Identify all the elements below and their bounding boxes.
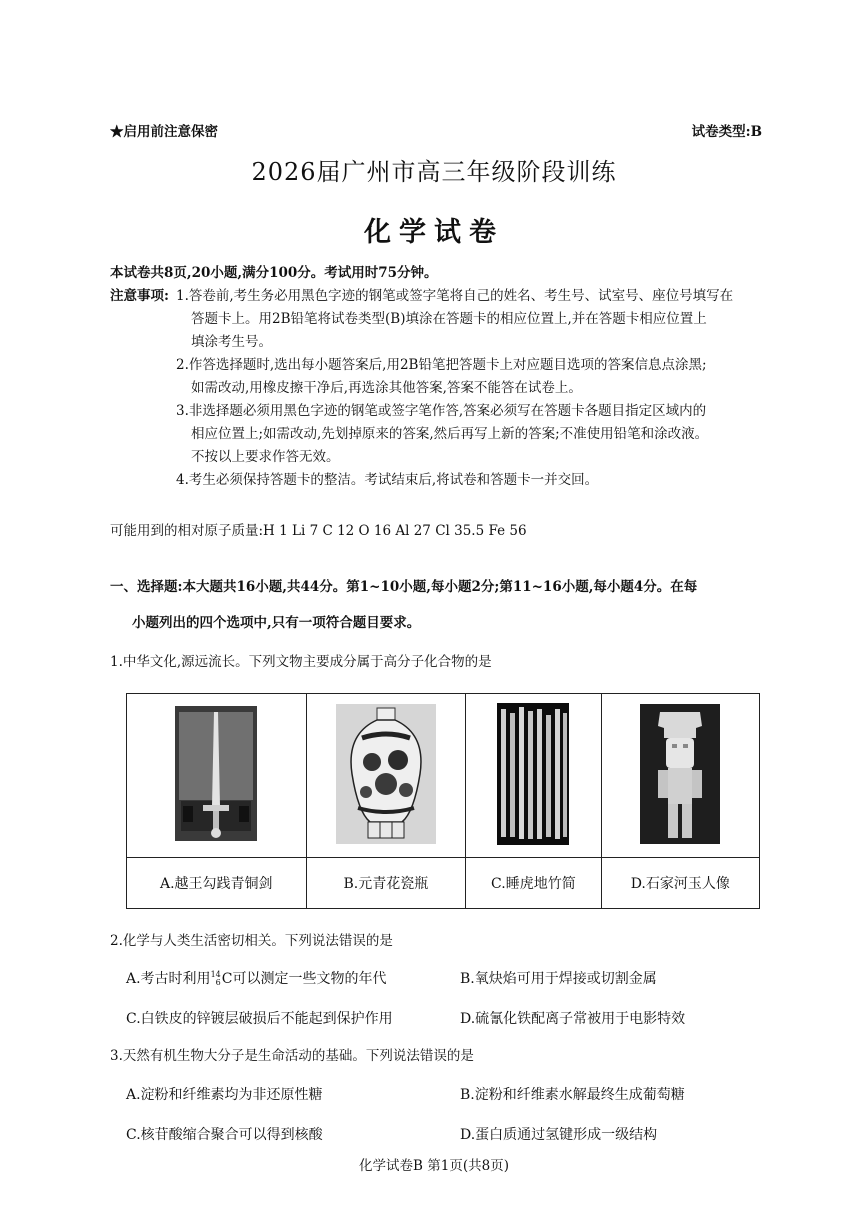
section-heading-line1: 一、选择题:本大题共16小题,共44分。第1~10小题,每小题2分;第11~16小题,每小题4分。在每 — [110, 579, 698, 595]
page-footer: 化学试卷B 第1页(共8页) — [359, 1158, 509, 1174]
isotope-mass-number: 14 — [210, 970, 221, 979]
isotope-atomic-number: 6 — [215, 978, 221, 987]
option-b-image-cell — [306, 694, 466, 858]
option-c-caption: C.睡虎地竹简 — [466, 858, 601, 909]
notice-line: 2.作答选择题时,选出每小题答案后,用2B铅笔把答题卡上对应题目选项的答案信息点涂黑; — [176, 357, 707, 373]
question-2-option-d: D.硫氰化铁配离子常被用于电影特效 — [460, 1011, 686, 1027]
question-2-option-b: B.氧炔焰可用于焊接或切割金属 — [460, 971, 657, 987]
question-1-image-table — [126, 693, 760, 909]
question-2-option-c: C.白铁皮的锌镀层破损后不能起到保护作用 — [126, 1011, 393, 1027]
section-heading-line2: 小题列出的四个选项中,只有一项符合题目要求。 — [132, 615, 421, 631]
confidential-label: ★启用前注意保密 — [110, 124, 218, 140]
option-b-caption: B.元青花瓷瓶 — [306, 858, 466, 909]
bronze-sword-image — [175, 706, 257, 841]
question-2-stem: 2.化学与人类生活密切相关。下列说法错误的是 — [110, 933, 393, 949]
notice-line: 如需改动,用橡皮擦干净后,再选涂其他答案,答案不能答在试卷上。 — [191, 380, 582, 396]
jade-figure-image — [640, 704, 720, 844]
isotope-notation — [211, 971, 221, 987]
option-a-text: A.考古时利用 — [126, 971, 211, 987]
exam-title: 2026届广州市高三年级阶段训练 — [251, 158, 617, 186]
question-1-stem: 1.中华文化,源远流长。下列文物主要成分属于高分子化合物的是 — [110, 654, 492, 670]
option-a-image-cell — [127, 694, 307, 858]
notice-line: 填涂考生号。 — [191, 334, 272, 350]
option-d-image-cell — [601, 694, 759, 858]
paper-type-label: 试卷类型:B — [691, 124, 762, 140]
option-d-caption: D.石家河玉人像 — [601, 858, 759, 909]
notice-line: 1.答卷前,考生务必用黑色字迹的钢笔或签字笔将自己的姓名、考生号、试室号、座位号填写在 — [176, 288, 734, 304]
notice-line: 答题卡上。用2B铅笔将试卷类型(B)填涂在答题卡的相应位置上,并在答题卡相应位置上 — [191, 311, 707, 327]
notice-item-3 — [176, 400, 708, 469]
notice-line: 3.非选择题必须用黑色字迹的钢笔或签字笔作答,答案必须写在答题卡各题目指定区域内的 — [176, 403, 707, 419]
notice-line: 相应位置上;如需改动,先划掉原来的答案,然后再写上新的答案;不准使用铅笔和涂改液。 — [191, 426, 709, 442]
notice-line: 不按以上要求作答无效。 — [191, 449, 340, 465]
question-3-option-a: A.淀粉和纤维素均为非还原性糖 — [126, 1087, 323, 1103]
question-2-option-a — [126, 968, 386, 988]
notice-line: 4.考生必须保持答题卡的整洁。考试结束后,将试卷和答题卡一并交回。 — [176, 472, 599, 488]
question-3-option-b: B.淀粉和纤维素水解最终生成葡萄糖 — [460, 1087, 685, 1103]
option-c-image-cell — [466, 694, 601, 858]
question-3-stem: 3.天然有机生物大分子是生命活动的基础。下列说法错误的是 — [110, 1048, 474, 1064]
bamboo-slips-image — [497, 703, 569, 845]
porcelain-vase-image — [336, 704, 436, 844]
notice-label: 注意事项: — [110, 288, 169, 304]
notice-item-2 — [176, 354, 707, 400]
notice-item-1 — [176, 285, 733, 354]
notice-item-4 — [176, 469, 598, 492]
question-3-option-d: D.蛋白质通过氢键形成一级结构 — [460, 1127, 658, 1143]
option-a-caption: A.越王勾践青铜剑 — [127, 858, 307, 909]
exam-intro: 本试卷共8页,20小题,满分100分。考试用时75分钟。 — [110, 265, 438, 281]
question-3-option-c: C.核苷酸缩合聚合可以得到核酸 — [126, 1127, 323, 1143]
option-a-text-rest: C可以测定一些文物的年代 — [221, 971, 387, 987]
atomic-masses: 可能用到的相对原子质量:H 1 Li 7 C 12 O 16 Al 27 Cl 35.5 Fe 56 — [110, 523, 527, 539]
subject-title: 化学试卷 — [364, 217, 504, 248]
